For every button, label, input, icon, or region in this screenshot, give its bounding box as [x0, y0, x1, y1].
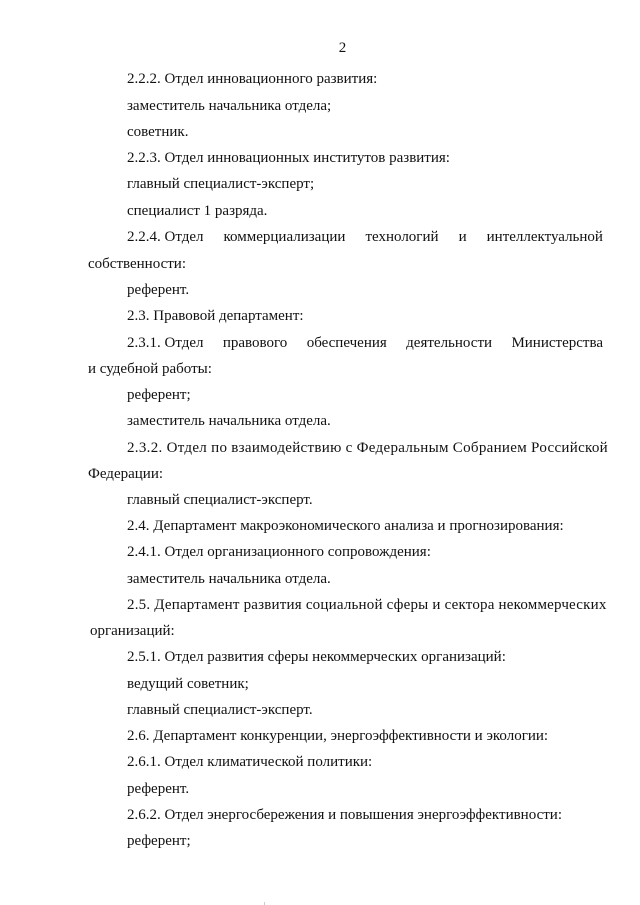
section-2-3-1-continuation: и судебной работы:	[88, 361, 212, 377]
heading-word: и	[458, 229, 467, 245]
heading-word: обеспечения	[306, 335, 387, 351]
section-2-3-heading: 2.3. Правовой департамент:	[127, 308, 304, 324]
position-line: главный специалист-эксперт.	[127, 492, 313, 508]
position-line: специалист 1 разряда.	[127, 203, 268, 219]
section-2-6-1-heading: 2.6.1. Отдел климатической политики:	[127, 754, 373, 770]
heading-word: коммерциализации	[223, 229, 346, 245]
section-2-5-1-heading: 2.5.1. Отдел развития сферы некоммерческих организаций:	[127, 649, 506, 665]
heading-word: 2.3.1. Отдел	[127, 335, 204, 351]
heading-word: 2.2.4. Отдел	[127, 229, 204, 245]
position-line: главный специалист-эксперт.	[127, 702, 313, 718]
section-2-6-2-heading: 2.6.2. Отдел энергосбережения и повышения энергоэффективности:	[127, 807, 562, 823]
section-2-2-4-continuation: собственности:	[88, 256, 186, 272]
section-2-4-1-heading: 2.4.1. Отдел организационного сопровождения:	[127, 544, 431, 560]
section-2-2-4-heading	[127, 228, 603, 246]
section-2-3-2-continuation: Федерации:	[88, 466, 164, 482]
section-2-2-2-heading: 2.2.2. Отдел инновационного развития:	[127, 71, 378, 87]
section-2-5-continuation: организаций:	[90, 623, 175, 639]
heading-word: Министерства	[511, 335, 603, 351]
position-line: ведущий советник;	[127, 676, 249, 692]
position-line: референт;	[127, 387, 191, 403]
position-line: заместитель начальника отдела.	[127, 571, 331, 587]
heading-word: деятельности	[406, 335, 493, 351]
section-2-4-heading: 2.4. Департамент макроэкономического анализа и прогнозирования:	[127, 518, 564, 534]
page-number: 2	[338, 40, 347, 56]
heading-word: правового	[222, 335, 288, 351]
position-line: референт.	[127, 282, 190, 298]
heading-word: интеллектуальной	[486, 229, 603, 245]
position-line: советник.	[127, 124, 189, 140]
section-2-6-heading: 2.6. Департамент конкуренции, энергоэффективности и экологии:	[127, 728, 549, 744]
position-line: референт;	[127, 833, 191, 849]
position-line: референт.	[127, 781, 190, 797]
section-2-2-3-heading: 2.2.3. Отдел инновационных институтов развития:	[127, 150, 450, 166]
section-2-3-1-heading	[127, 334, 603, 352]
position-line: заместитель начальника отдела;	[127, 98, 332, 114]
heading-word: технологий	[365, 229, 439, 245]
position-line: главный специалист-эксперт;	[127, 176, 315, 192]
position-line: заместитель начальника отдела.	[127, 413, 331, 429]
section-2-3-2-heading: 2.3.2. Отдел по взаимодействию с Федеральным Собранием Российской	[127, 440, 608, 456]
section-2-5-heading: 2.5. Департамент развития социальной сферы и сектора некоммерческих	[127, 597, 607, 613]
